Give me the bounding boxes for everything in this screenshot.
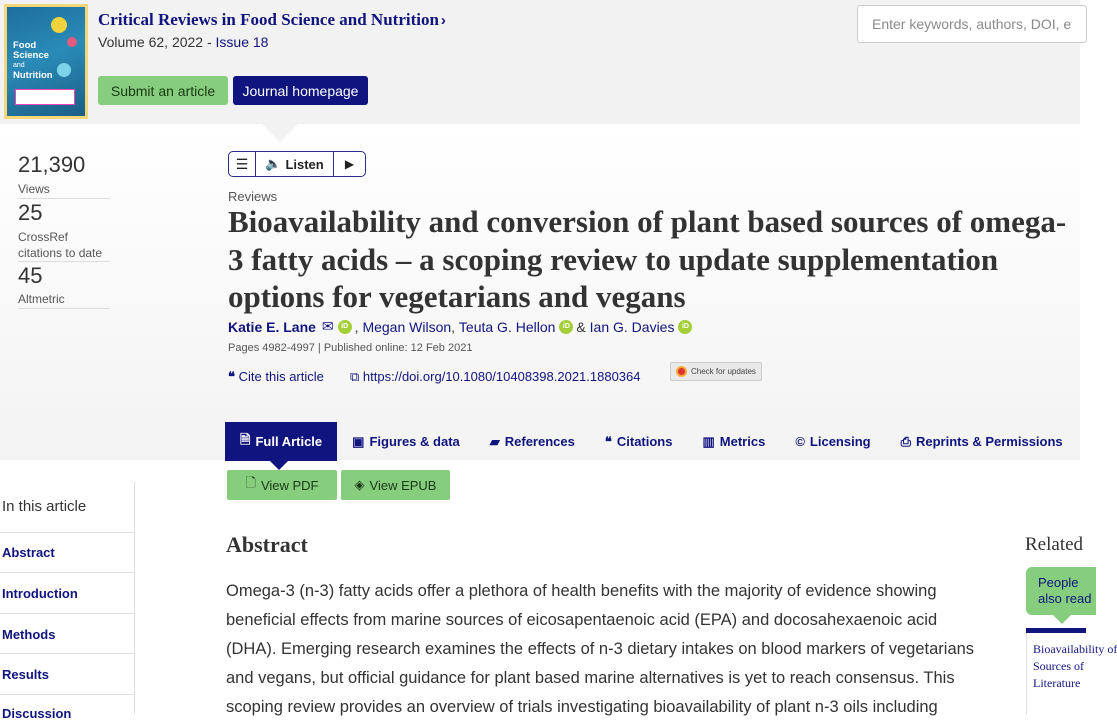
tab-metrics[interactable]	[687, 422, 780, 461]
author-separator: &	[576, 318, 586, 335]
author-link[interactable]: Megan Wilson	[362, 318, 452, 335]
abstract-line: scoping review provides an overview of trials investigating bioavailability of plant n-3 oils including	[226, 698, 938, 716]
metric-divider	[18, 261, 110, 262]
view-epub-label: View EPUB	[369, 477, 437, 493]
orcid-icon[interactable]: iD	[559, 320, 573, 334]
toc-item-introduction[interactable]: Introduction	[2, 586, 78, 601]
listen-button[interactable]	[256, 152, 334, 176]
volume-text: Volume 62, 2022 -	[98, 34, 216, 50]
cite-article-link[interactable]	[228, 369, 324, 385]
tab-label: References	[504, 434, 575, 449]
toc-rule	[0, 613, 134, 614]
quote-icon: ❝	[228, 369, 235, 384]
related-article-title-line: Literature	[1033, 676, 1081, 690]
cover-title-line: Nutrition	[13, 70, 53, 81]
cover-title-line: and	[13, 62, 25, 69]
tab-label: Licensing	[809, 434, 871, 449]
check-updates-label: Check for updates	[691, 367, 756, 376]
doi-text: https://doi.org/10.1080/10408398.2021.1880364	[362, 369, 641, 384]
cover-title-line: Food	[13, 40, 37, 51]
crossref-count[interactable]: 25	[18, 200, 43, 225]
toc-item-results[interactable]: Results	[2, 667, 49, 682]
pages-published-info: Pages 4982-4997 | Published online: 12 Feb 2021	[228, 342, 473, 354]
tab-label: Full Article	[255, 434, 323, 449]
tab-citations[interactable]	[590, 422, 688, 461]
article-section-label: Reviews	[228, 189, 278, 204]
toc-item-methods[interactable]: Methods	[2, 627, 56, 642]
listen-label: Listen	[285, 156, 324, 172]
view-epub-button[interactable]	[341, 470, 450, 500]
tab-pointer	[1052, 614, 1072, 624]
tab-label: Reprints & Permissions	[916, 434, 1063, 449]
journal-cover-image[interactable]	[4, 4, 88, 119]
orcid-icon[interactable]: iD	[678, 320, 692, 334]
altmetric-count[interactable]: 45	[18, 263, 43, 288]
toc-rule	[0, 572, 134, 573]
view-pdf-button[interactable]	[227, 470, 337, 500]
volume-line	[98, 34, 268, 50]
tab-references[interactable]	[475, 422, 590, 461]
print-icon: ⎙	[900, 433, 911, 449]
menu-icon: ☰	[235, 155, 249, 172]
abstract-line: Omega-3 (n-3) fatty acids offer a plethora of health benefits with the majority of evidence showing	[226, 582, 937, 600]
speaker-icon: 🔈	[265, 156, 282, 171]
document-icon: 🗎	[240, 431, 251, 447]
issue-link[interactable]: Issue 18	[215, 34, 269, 50]
metric-divider	[18, 308, 110, 309]
quote-icon: ❝	[604, 433, 612, 449]
metric-divider	[18, 198, 110, 199]
journal-homepage-button[interactable]: Journal homepage	[233, 76, 368, 105]
play-icon: ▶	[344, 157, 355, 171]
related-article-title-line: Sources of	[1033, 659, 1084, 673]
author-link[interactable]: Ian G. Davies	[589, 318, 675, 335]
cover-art	[7, 7, 85, 116]
abstract-line: (DHA). Emerging research examines the effects of n-3 dietary intakes on blood markers of vegetarians	[226, 640, 975, 658]
copyright-icon: ©	[795, 434, 805, 449]
abstract-line: beneficial effects from marine sources of eicosapentaenoic acid (EPA) and docosahexaenoic acid	[226, 611, 938, 629]
toc-rule	[0, 653, 134, 654]
tab-label: Citations	[616, 434, 673, 449]
search-input[interactable]	[872, 16, 1072, 32]
abstract-line: and vegans, but official guidance for plant based marine alternatives is yet to reach consensus. This	[226, 669, 955, 687]
tab-label: Figures & data	[369, 434, 460, 449]
cover-title-line: Science	[13, 50, 49, 61]
cover-title	[13, 41, 83, 81]
external-link-icon: ⧉	[350, 369, 360, 384]
cover-decoration	[51, 17, 67, 33]
views-label: Views	[18, 182, 50, 196]
tab-label: Metrics	[719, 434, 766, 449]
cite-label: Cite this article	[238, 369, 324, 384]
chevron-right-icon: ›	[440, 12, 446, 29]
crossmark-icon	[676, 366, 687, 377]
abstract-text	[226, 577, 1001, 722]
toc-item-abstract[interactable]: Abstract	[2, 545, 55, 560]
listen-widget	[228, 151, 366, 177]
play-button[interactable]	[334, 152, 365, 176]
toc-divider	[134, 482, 135, 714]
active-tab-pointer	[270, 461, 288, 470]
tab-reprints-permissions[interactable]	[886, 422, 1078, 461]
book-icon: ▰	[489, 433, 500, 449]
tab-licensing[interactable]	[780, 422, 885, 461]
listen-menu-button[interactable]	[229, 152, 256, 176]
envelope-icon[interactable]: ✉	[321, 318, 334, 334]
journal-header	[0, 0, 1080, 124]
epub-icon: ◈	[354, 477, 365, 492]
article-tabs	[225, 422, 1078, 461]
pdf-icon: 🗋	[245, 475, 256, 490]
views-count: 21,390	[18, 152, 86, 177]
author-separator: ,	[451, 318, 456, 335]
toc-rule	[0, 532, 134, 533]
related-article-card[interactable]	[1026, 633, 1117, 714]
toc-item-discussion[interactable]: Discussion	[2, 706, 72, 721]
author-separator: ,	[354, 318, 359, 335]
image-icon: ▣	[352, 433, 365, 449]
journal-title-link[interactable]	[98, 10, 446, 30]
journal-title[interactable]: Critical Reviews in Food Science and Nutrition	[98, 10, 439, 29]
author-link[interactable]: Teuta G. Hellon	[458, 318, 556, 335]
tab-full-article[interactable]	[225, 422, 337, 461]
related-article-title-line: Bioavailability of	[1033, 642, 1117, 656]
check-for-updates-button[interactable]	[670, 362, 762, 381]
cover-band	[15, 89, 75, 105]
abstract-heading: Abstract	[226, 532, 308, 557]
header-pointer	[262, 124, 298, 142]
search-box[interactable]	[857, 5, 1087, 43]
doi-link[interactable]	[350, 369, 641, 385]
people-also-read-tab[interactable]: People also read	[1026, 567, 1096, 615]
toc-title: In this article	[2, 498, 87, 515]
submit-article-button[interactable]: Submit an article	[98, 76, 228, 105]
tab-figures-data[interactable]	[337, 422, 475, 461]
author-link[interactable]: Katie E. Lane	[228, 318, 316, 335]
crossref-label: CrossRef citations to date	[18, 230, 103, 260]
bar-chart-icon: ▥	[702, 433, 715, 449]
toc-rule	[0, 694, 134, 695]
article-title: Bioavailability and conversion of plant based sources of omega-3 fatty acids – a scoping review to update supplementation options for vegetarians and vegans	[228, 204, 1067, 314]
view-pdf-label: View PDF	[260, 477, 319, 493]
altmetric-label: Altmetric	[18, 292, 65, 306]
related-heading: Related	[1025, 534, 1084, 555]
orcid-icon[interactable]: iD	[338, 320, 352, 334]
author-list	[228, 318, 695, 335]
